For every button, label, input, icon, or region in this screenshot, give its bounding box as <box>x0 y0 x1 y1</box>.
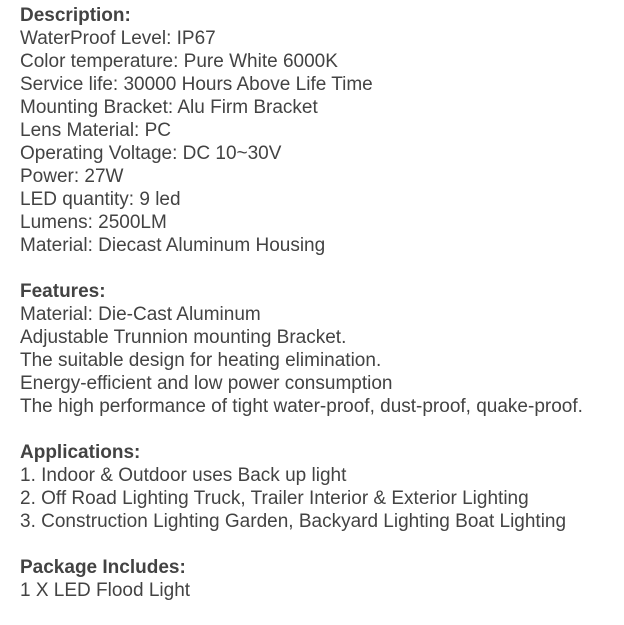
spec-line: Mounting Bracket: Alu Firm Bracket <box>20 97 318 118</box>
spec-line: Operating Voltage: DC 10~30V <box>20 143 282 164</box>
spec-line: The suitable design for heating elimination. <box>20 350 382 371</box>
spec-line: 3. Construction Lighting Garden, Backyard Lighting Boat Lighting <box>20 511 567 532</box>
spec-line: Lumens: 2500LM <box>20 212 167 233</box>
spec-line: Lens Material: PC <box>20 120 172 141</box>
spec-line: Color temperature: Pure White 6000K <box>20 51 338 72</box>
applications-section <box>20 441 583 533</box>
spec-line: Power: 27W <box>20 166 124 187</box>
spec-line: 2. Off Road Lighting Truck, Trailer Interior & Exterior Lighting <box>20 488 529 509</box>
spec-line: 1 X LED Flood Light <box>20 580 191 601</box>
spec-line: The high performance of tight water-proof, dust-proof, quake-proof. <box>20 396 583 417</box>
package-includes-section <box>20 556 583 602</box>
spec-line: Material: Die-Cast Aluminum <box>20 304 261 325</box>
spec-line: Energy-efficient and low power consumption <box>20 373 393 394</box>
section-heading: Description: <box>20 5 131 26</box>
product-description <box>20 4 583 625</box>
section-heading: Features: <box>20 281 106 302</box>
spec-line: LED quantity: 9 led <box>20 189 181 210</box>
spec-line: WaterProof Level: IP67 <box>20 28 216 49</box>
spec-line: Adjustable Trunnion mounting Bracket. <box>20 327 347 348</box>
spec-line: Material: Diecast Aluminum Housing <box>20 235 326 256</box>
section-heading: Package Includes: <box>20 557 186 578</box>
description-section <box>20 4 583 257</box>
spec-line: 1. Indoor & Outdoor uses Back up light <box>20 465 347 486</box>
spec-line: Service life: 30000 Hours Above Life Time <box>20 74 373 95</box>
features-section <box>20 280 583 418</box>
section-heading: Applications: <box>20 442 141 463</box>
